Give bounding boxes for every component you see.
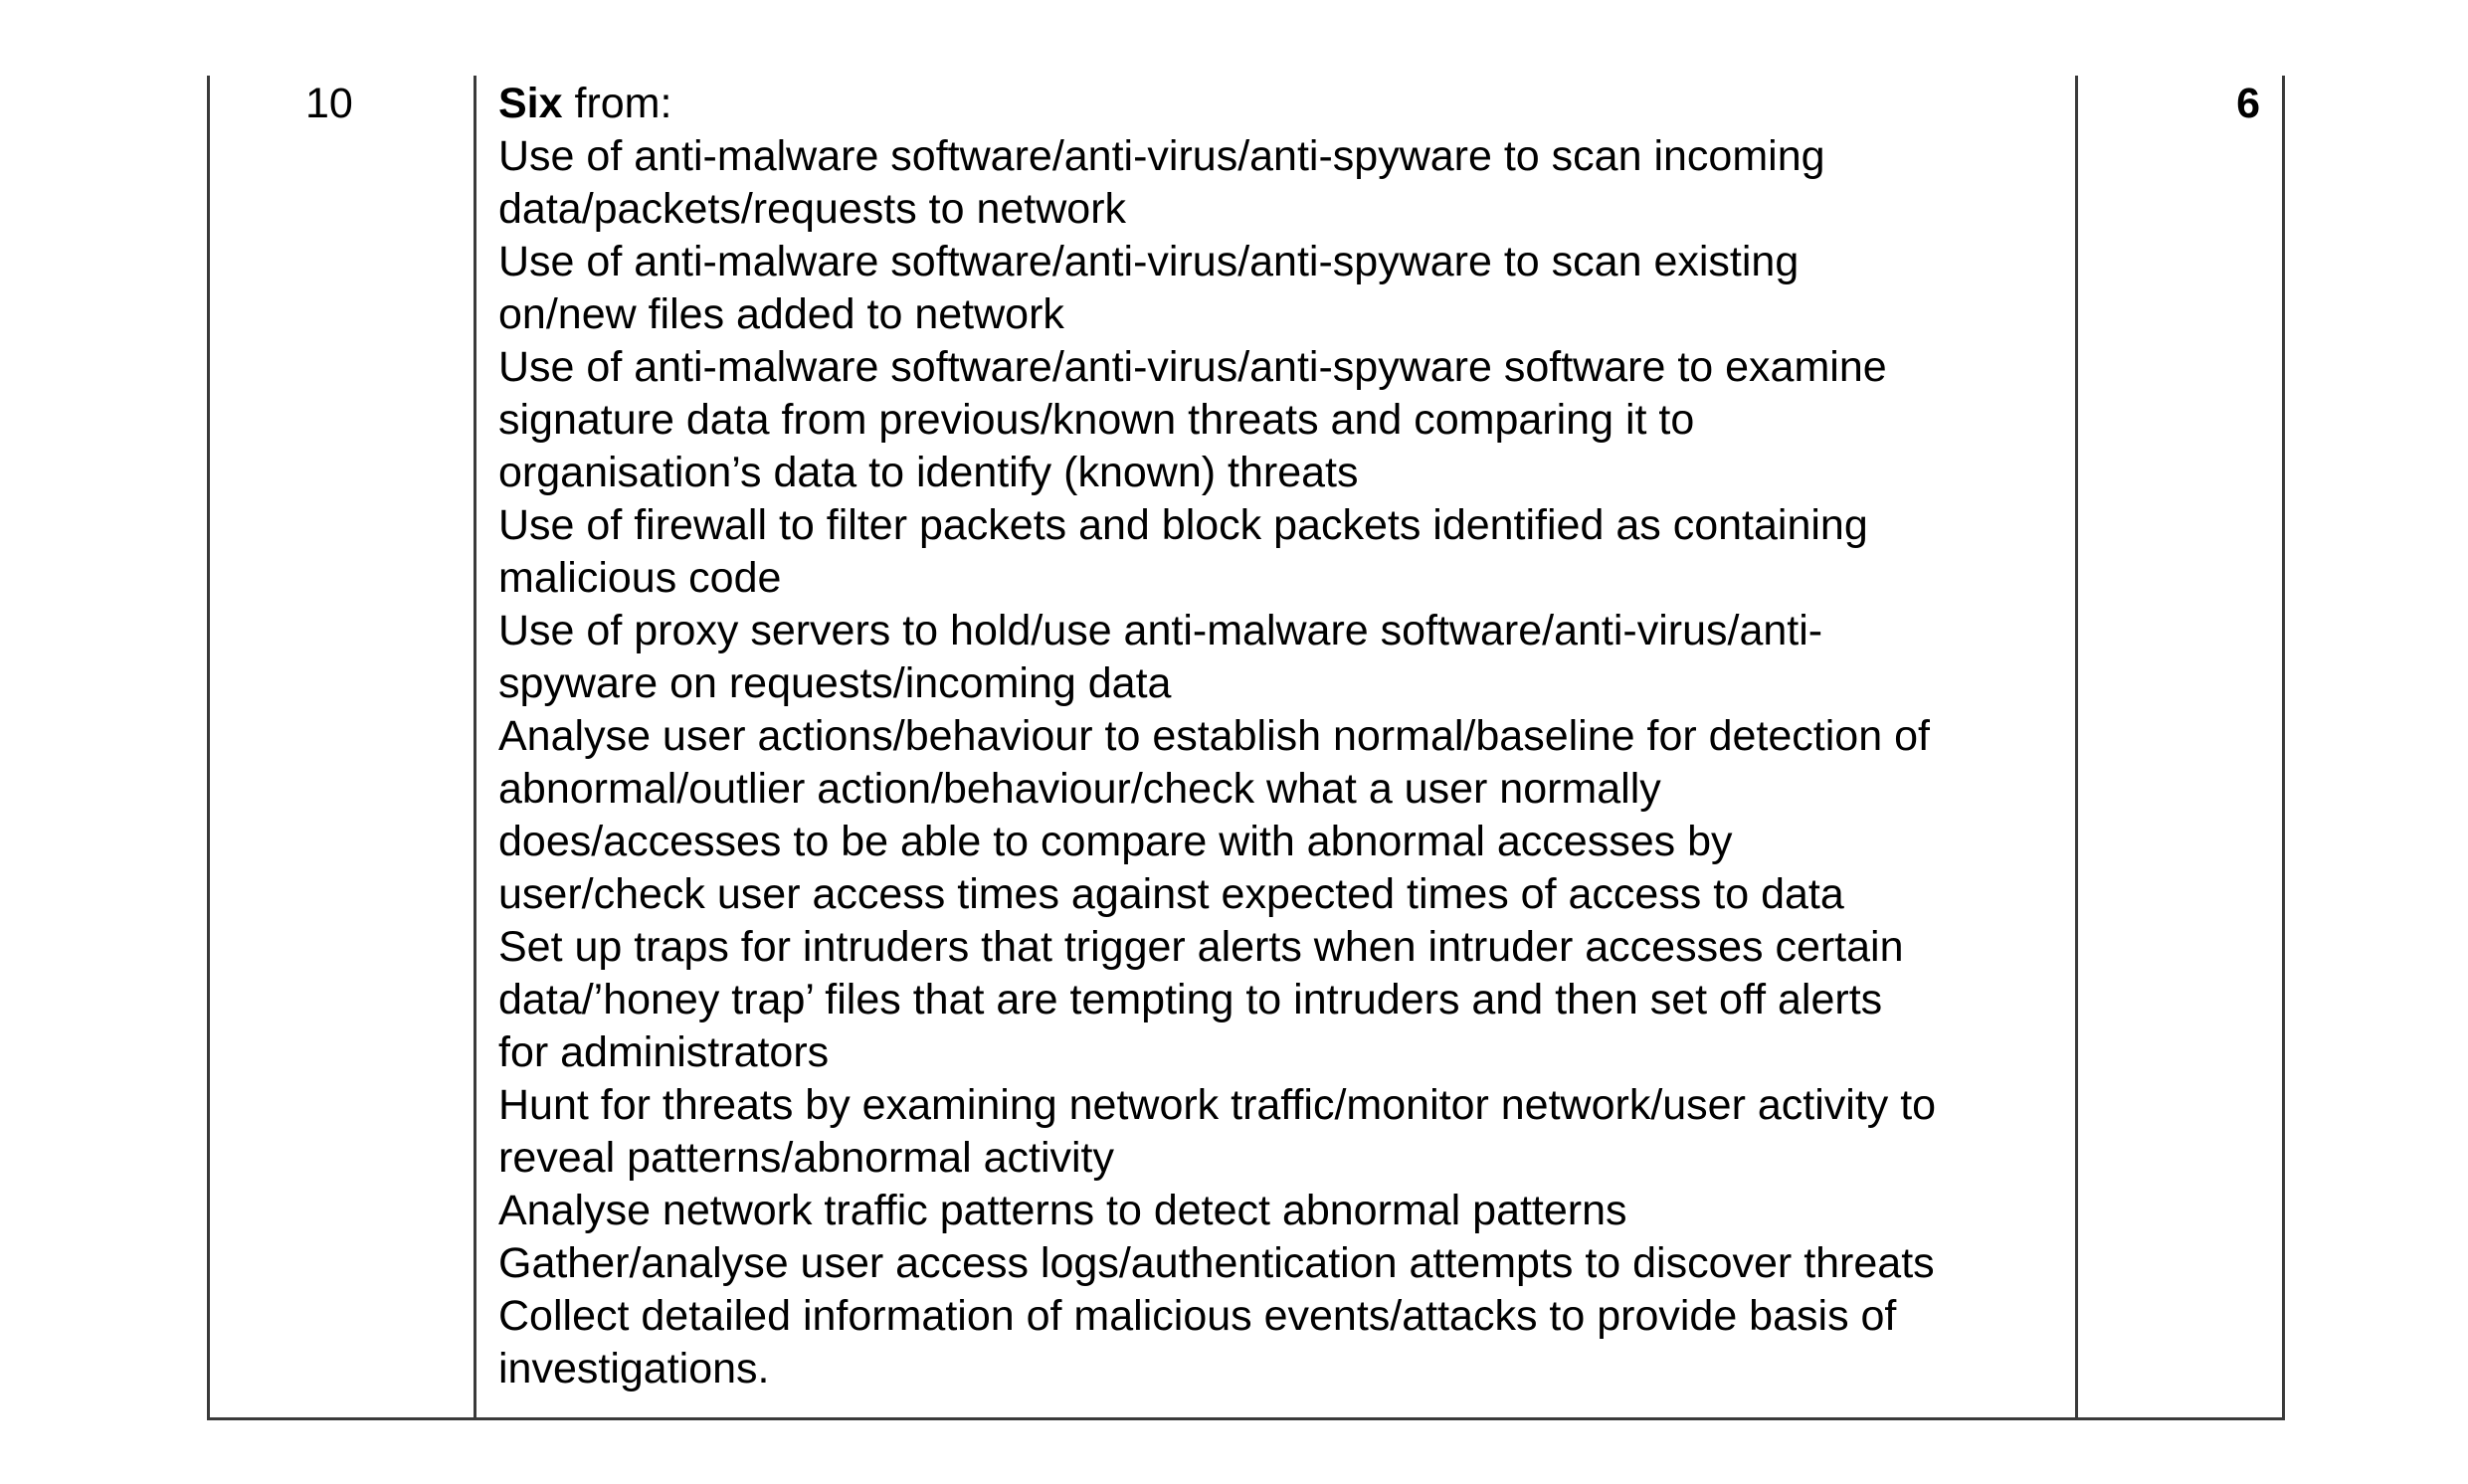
answer-line: abnormal/outlier action/behaviour/check what a user normally xyxy=(498,765,1661,813)
answer-line: data/packets/requests to network xyxy=(498,185,1127,233)
answer-line: Collect detailed information of malicious events/attacks to provide basis of xyxy=(498,1292,1897,1340)
answer-line: Use of proxy servers to hold/use anti-malware software/anti-virus/anti- xyxy=(498,607,1823,654)
answer-line: Set up traps for intruders that trigger alerts when intruder accesses certain xyxy=(498,923,1904,971)
mark-scheme-table xyxy=(207,76,2285,1420)
answer-cell xyxy=(475,76,2077,1419)
answer-line: for administrators xyxy=(498,1028,830,1076)
answer-line: Use of firewall to filter packets and block packets identified as containing xyxy=(498,501,1868,549)
table-row xyxy=(209,76,2284,1419)
answer-line: signature data from previous/known threats and comparing it to xyxy=(498,396,1695,444)
answer-line: Gather/analyse user access logs/authentication attempts to discover threats xyxy=(498,1239,1935,1287)
answer-line: does/accesses to be able to compare with abnormal accesses by xyxy=(498,818,1733,865)
answer-line: investigations. xyxy=(498,1345,770,1392)
answer-line: spyware on requests/incoming data xyxy=(498,659,1172,707)
answer-line: reveal patterns/abnormal activity xyxy=(498,1134,1115,1182)
answer-intro xyxy=(498,78,2061,130)
answer-line: Use of anti-malware software/anti-virus/anti-spyware to scan existing xyxy=(498,238,1800,285)
answer-line: Analyse network traffic patterns to detect abnormal patterns xyxy=(498,1187,1627,1234)
answer-line: organisation’s data to identify (known) threats xyxy=(498,449,1359,496)
answer-line: on/new files added to network xyxy=(498,290,1064,338)
marks-value: 6 xyxy=(2236,80,2260,127)
answer-line: malicious code xyxy=(498,554,782,602)
answer-intro-bold: Six xyxy=(498,80,563,127)
answer-line: Use of anti-malware software/anti-virus/anti-spyware to scan incoming xyxy=(498,132,1825,180)
answer-line: Analyse user actions/behaviour to establish normal/baseline for detection of xyxy=(498,712,1930,760)
question-number: 10 xyxy=(305,80,353,127)
question-number-cell xyxy=(209,76,475,1419)
answer-line: user/check user access times against expected times of access to data xyxy=(498,870,1844,918)
answer-line: Hunt for threats by examining network traffic/monitor network/user activity to xyxy=(498,1081,1937,1129)
answer-intro-rest: from: xyxy=(562,80,672,127)
marks-cell xyxy=(2077,76,2284,1419)
answer-line: Use of anti-malware software/anti-virus/anti-spyware software to examine xyxy=(498,343,1887,391)
answer-text xyxy=(476,76,2075,1395)
answer-line: data/’honey trap’ files that are tempting to intruders and then set off alerts xyxy=(498,976,1883,1023)
